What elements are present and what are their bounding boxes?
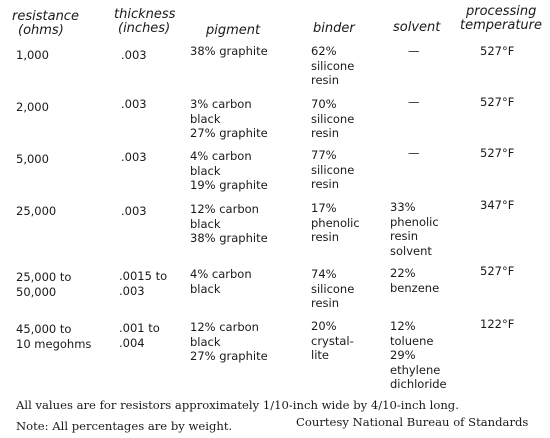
cell-text: phenolic: [390, 214, 439, 229]
cell-text: .003: [121, 97, 147, 111]
cell-text: 25,000 to: [16, 270, 72, 284]
cell-text: resin: [311, 177, 340, 192]
footer-courtesy: Courtesy National Bureau of Standards: [296, 415, 529, 429]
cell-text: 77%: [311, 148, 337, 162]
cell-text: .001 to: [119, 321, 160, 335]
cell-text: .0015 to: [119, 269, 168, 283]
table-row-6-thickness: [119, 321, 160, 350]
cell-text: 527°F: [480, 44, 515, 58]
header-thickness-line2: (inches): [118, 21, 171, 36]
table-row-3-pigment: [190, 149, 268, 193]
table-row-4-thickness: [121, 204, 147, 219]
table-row-1-temperature: [480, 44, 514, 59]
cell-text: 12% carbon: [190, 202, 259, 216]
table-row-2-pigment: [190, 97, 268, 141]
cell-text: 38% graphite: [190, 231, 268, 246]
header-temperature: [460, 5, 542, 33]
table-row-6-temperature: [480, 317, 514, 332]
cell-text: solvent: [390, 243, 432, 258]
cell-text: 45,000 to: [16, 322, 72, 336]
cell-text: 5,000: [16, 152, 49, 166]
cell-text: resin: [390, 229, 419, 244]
cell-text: .003: [119, 283, 145, 298]
cell-text: —: [408, 95, 420, 109]
cell-text: .003: [121, 48, 147, 62]
cell-text: 527°F: [480, 146, 515, 160]
table-row-5-pigment: [190, 267, 252, 296]
header-binder-line1: binder: [313, 21, 355, 36]
table-row-5-temperature: [480, 264, 514, 279]
table-row-2-temperature: [480, 95, 514, 110]
footer-note-percentages: Note: All percentages are by weight.: [16, 419, 233, 433]
cell-text: silicone: [311, 58, 355, 73]
table-row-5-thickness: [119, 269, 167, 298]
cell-text: 122°F: [480, 317, 515, 331]
header-solvent: [393, 21, 440, 35]
cell-text: 62%: [311, 44, 337, 58]
table-row-4-temperature: [480, 198, 514, 213]
table-row-3-binder: [311, 148, 354, 192]
table-row-3-resistance: [16, 152, 49, 167]
header-pigment: [206, 24, 260, 38]
table-row-1-pigment: [190, 44, 268, 59]
cell-text: 27% graphite: [190, 349, 268, 364]
table-row-6-pigment: [190, 320, 268, 364]
header-resistance: [12, 10, 79, 38]
table-row-5-binder: [311, 267, 354, 311]
cell-text: 38% graphite: [190, 44, 268, 58]
table-row-1-solvent: [408, 44, 420, 59]
table-row-3-thickness: [121, 150, 147, 165]
header-thickness: [114, 8, 175, 36]
cell-text: 4% carbon: [190, 149, 252, 163]
cell-text: black: [190, 216, 221, 231]
cell-text: black: [190, 163, 221, 178]
cell-text: crystal-: [311, 333, 354, 348]
table-row-2-solvent: [408, 95, 420, 110]
header-temperature-line2: temperature: [460, 18, 542, 33]
cell-text: 12%: [390, 319, 416, 333]
table-row-2-resistance: [16, 100, 49, 115]
cell-text: benzene: [390, 280, 440, 295]
cell-text: .004: [119, 335, 145, 350]
cell-text: resin: [311, 126, 340, 141]
cell-text: black: [190, 334, 221, 349]
cell-text: resin: [311, 296, 340, 311]
cell-text: 29%: [390, 348, 416, 363]
table-row-1-thickness: [121, 48, 147, 63]
header-pigment-line1: pigment: [206, 23, 261, 38]
cell-text: 19% graphite: [190, 178, 268, 193]
cell-text: lite: [311, 348, 329, 363]
cell-text: toluene: [390, 333, 434, 348]
cell-text: 1,000: [16, 48, 49, 62]
cell-text: silicone: [311, 281, 355, 296]
cell-text: —: [408, 146, 420, 160]
cell-text: resin: [311, 73, 340, 88]
cell-text: 12% carbon: [190, 320, 259, 334]
header-solvent-line1: solvent: [393, 20, 441, 35]
cell-text: 22%: [390, 266, 416, 280]
table-row-1-binder: [311, 44, 354, 88]
table-row-6-solvent: [390, 319, 447, 392]
cell-text: 27% graphite: [190, 126, 268, 141]
cell-text: 347°F: [480, 198, 515, 212]
cell-text: phenolic: [311, 215, 360, 230]
table-row-2-binder: [311, 97, 354, 141]
table-row-5-solvent: [390, 266, 439, 295]
cell-text: .003: [121, 204, 147, 218]
cell-text: 74%: [311, 267, 337, 281]
table-row-6-resistance: [16, 322, 91, 351]
cell-text: resin: [311, 230, 340, 245]
cell-text: black: [190, 281, 221, 296]
cell-text: 50,000: [16, 284, 57, 299]
cell-text: 4% carbon: [190, 267, 252, 281]
cell-text: 33%: [390, 200, 416, 214]
cell-text: silicone: [311, 111, 355, 126]
cell-text: .003: [121, 150, 147, 164]
cell-text: ethylene: [390, 362, 441, 377]
table-row-5-resistance: [16, 270, 71, 299]
table-row-4-binder: [311, 201, 360, 245]
cell-text: silicone: [311, 162, 355, 177]
footer-note-values: All values are for resistors approximately 1/10-inch wide by 4/10-inch long.: [16, 398, 459, 412]
table-row-2-thickness: [121, 97, 147, 112]
cell-text: 25,000: [16, 204, 57, 218]
cell-text: 10 megohms: [16, 336, 92, 351]
cell-text: 17%: [311, 201, 337, 215]
header-resistance-line1: resistance: [12, 9, 79, 24]
cell-text: 527°F: [480, 264, 515, 278]
cell-text: 2,000: [16, 100, 49, 114]
cell-text: dichloride: [390, 377, 447, 392]
table-row-1-resistance: [16, 48, 49, 63]
cell-text: 20%: [311, 319, 337, 333]
header-binder: [313, 22, 355, 36]
cell-text: 70%: [311, 97, 337, 111]
table-row-4-resistance: [16, 204, 56, 219]
header-resistance-line2: (ohms): [18, 23, 64, 38]
table-row-3-solvent: [408, 146, 420, 161]
header-thickness-line1: thickness: [114, 7, 176, 22]
header-temperature-line1: processing: [466, 4, 537, 19]
table-row-4-pigment: [190, 202, 268, 246]
table-row-4-solvent: [390, 200, 439, 258]
cell-text: black: [190, 111, 221, 126]
table-row-3-temperature: [480, 146, 514, 161]
table-row-6-binder: [311, 319, 354, 363]
cell-text: —: [408, 44, 420, 58]
cell-text: 3% carbon: [190, 97, 252, 111]
cell-text: 527°F: [480, 95, 515, 109]
